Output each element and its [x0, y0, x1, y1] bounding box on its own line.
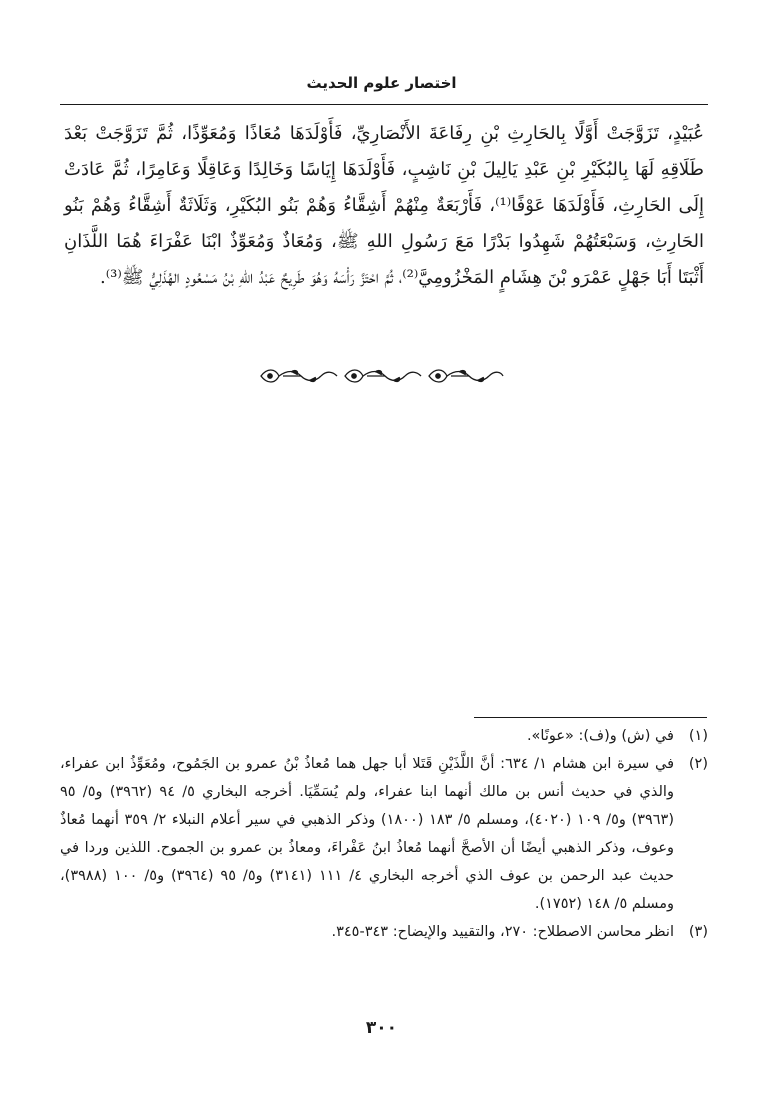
footnotes — [60, 722, 708, 946]
main-paragraph: عُبَيْدٍ، تَزَوَّجَتْ أَوَّلًا بِالحَارِثِ بْنِ رِفَاعَةَ الأَنْصَارِيِّ، فَأَوْلَدَهَا مُعَاذًا وَمُعَوِّذًا، ثُمَّ تَزَوَّجَتْ بَعْدَ طَلَاقِهِ لَهَا بِالبُكَيْرِ بْنِ عَبْدِ يَالِيلَ بْنِ نَاشِبٍ، فَأَوْلَدَهَا إِيَاسًا وَخَالِدًا وَعَاقِلًا وَعَامِرًا، ثُمَّ عَادَتْ إِلَى الحَارِثِ، فَأَوْلَدَهَا عَوْفًا⁽¹⁾، فَأَرْبَعَةٌ مِنْهُمْ أَشِقَّاءُ وَهُمْ بَنُو البُكَيْرِ، وَثَلَاثَةٌ أَشِقَّاءُ وَهُمْ بَنُو الحَارِثِ، وَسَبْعَتُهُمْ شَهِدُوا بَدْرًا مَعَ رَسُولِ اللهِ ﷺ، وَمُعَاذٌ وَمُعَوِّذٌ ابْنَا عَفْرَاءَ هُمَا اللَّذَانِ أَثْبَتَا أَبَا جَهْلٍ عَمْرَو بْنَ هِشَامٍ المَخْزُومِيَّ⁽²⁾، ثُمَّ احْتَزَّ رَأْسَهُ وَهُوَ طَرِيحٌ عَبْدُ اللهِ بْنُ مَسْعُودٍ الهُذَلِيُّ ﷺ⁽³⁾. — [64, 123, 704, 288]
running-title: اختصار علوم الحديث — [306, 74, 457, 92]
footnote-2 — [60, 750, 708, 918]
footnote-text: في (ش) و(ف): «عونًا». — [526, 728, 674, 744]
footnote-text: في سيرة ابن هشام ١/ ٦٣٤: أنَّ اللَّذَيْنِ قَتَلا أبا جهل هما مُعاذُ بْنُ عمرو بن الجَمُوح، ومُعَوِّذُ ابن عفراء، والذي في حديث أنس بن مالك أنهما ابنا عفراء، ولم يُسَمِّيَا. أخرجه البخاري ٥/ ٩٤ (٣٩٦٢) و٥/ ٩٥ (٣٩٦٣) و٥/ ١٠٩ (٤٠٢٠)، ومسلم ٥/ ١٨٣ (١٨٠٠) وذكر الذهبي في سير أعلام النبلاء ٢/ ٣٥٩ أنهما مُعاذٌ وعوف، وذكر الذهبي أيضًا أن الأصحَّ أنهما مُعاذُ ابنُ عَفْراءَ، ومعاذُ بن عمرو بن الجموح. اللذين وردا في حديث عبد الرحمن بن عوف الذي أخرجه البخاري ٤/ ١١١ (٣١٤١) و٥/ ٩٥ (٣٩٦٤) و٥/ ١٠٠ (٣٩٨٨)، ومسلم ٥/ ١٤٨ (١٧٥٢). — [60, 756, 675, 912]
ornament-motif-1 — [261, 370, 337, 382]
ornament-svg — [257, 366, 507, 386]
ornament-motif-2 — [345, 370, 421, 382]
footnote-marker: (٣) — [688, 924, 708, 940]
ornament-motif-3 — [429, 370, 503, 382]
header-rule — [60, 104, 708, 105]
footnote-3 — [60, 918, 708, 946]
footnote-text: انظر محاسن الاصطلاح: ٢٧٠، والتقييد والإيضاح: ٣٤٣-٣٤٥. — [331, 924, 674, 940]
page-number: ٣٠٠ — [365, 1018, 398, 1038]
main-text-block — [64, 116, 704, 296]
decorative-divider-icon — [0, 366, 763, 386]
footnote-1 — [60, 722, 708, 750]
footnote-marker: (٢) — [688, 756, 708, 772]
footnote-marker: (١) — [688, 728, 708, 744]
footnote-separator — [474, 717, 707, 718]
